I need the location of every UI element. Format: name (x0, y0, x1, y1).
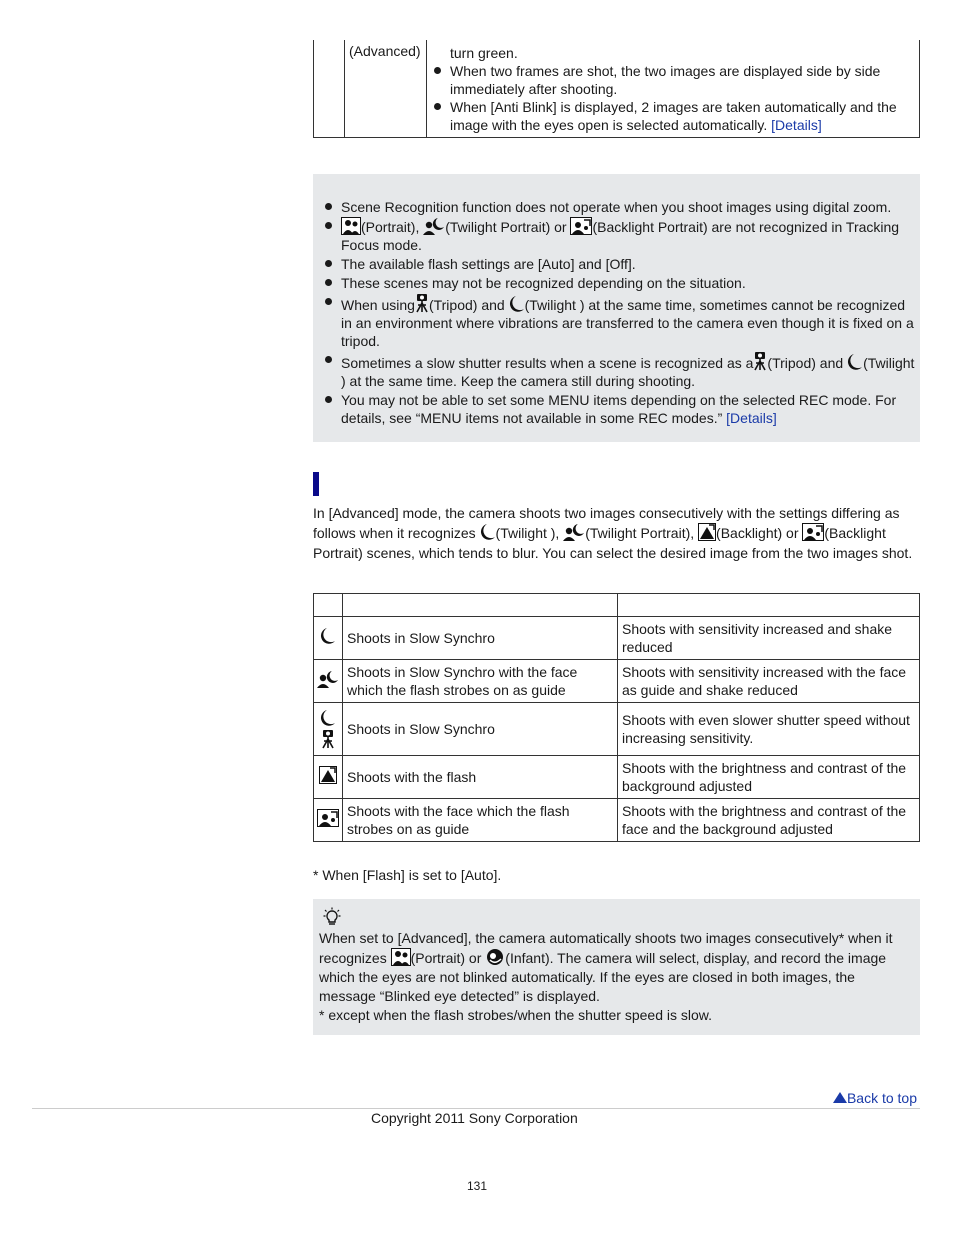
notes-box (313, 174, 920, 442)
list-item: turn green. (450, 45, 518, 61)
table-row (314, 799, 920, 842)
hint-line: * except when the flash strobes/when the shutter speed is slow. (319, 1007, 713, 1023)
advanced-shooting-table (313, 593, 920, 842)
hint-line: recognizes (Portrait) or (Infant). The camera will select, display, and record the image which the eyes are not blinked automatically. If the eyes are closed in both images, the message “Blinked eye detected” is displayed. (319, 950, 887, 1004)
note-item: These scenes may not be recognized depending on the situation. (319, 274, 916, 292)
note-item: (Portrait), (Twilight Portrait) or (Backlight Portrait) are not recognized in Tracking Focus mode. (319, 217, 916, 254)
table-row (314, 617, 920, 660)
twilight-icon (320, 709, 336, 727)
backlight-portrait-icon (317, 809, 339, 827)
table-header-cell (618, 594, 920, 617)
list-item: When two frames are shot, the two images are displayed side by side immediately after shooting. (428, 62, 913, 98)
note-item: The available flash settings are [Auto] and [Off]. (319, 255, 916, 273)
table-header-row (314, 594, 920, 617)
twilight-portrait-icon (563, 523, 585, 541)
first-image-cell: Shoots in Slow Synchro (343, 703, 618, 756)
twilight-icon (320, 627, 336, 645)
infant-icon (485, 948, 505, 966)
twilight-icon (480, 523, 496, 541)
icon-cell (314, 660, 343, 703)
icon-cell (314, 703, 343, 756)
table-row (314, 660, 920, 703)
details-link[interactable]: [Details] (726, 410, 777, 426)
first-image-cell: Shoots with the flash (343, 756, 618, 799)
first-image-cell: Shoots in Slow Synchro with the face which the flash strobes on as guide (343, 660, 618, 703)
up-triangle-icon (833, 1092, 847, 1103)
backlight-icon (698, 523, 716, 541)
note-item: You may not be able to set some MENU items depending on the selected REC mode. For details, see “MENU items not available in some REC modes.” [Details] (319, 391, 916, 427)
backlight-icon (319, 766, 337, 784)
scene-table-continuation (313, 40, 920, 138)
section-heading-marker (313, 472, 319, 496)
second-image-cell: Shoots with the brightness and contrast of the background adjusted (618, 756, 920, 799)
copyright: Copyright 2011 Sony Corporation (371, 1110, 578, 1126)
details-link[interactable]: [Details] (771, 117, 822, 133)
second-image-cell: Shoots with the brightness and contrast of the face and the background adjusted (618, 799, 920, 842)
twilight-icon (847, 353, 863, 371)
back-to-top-link[interactable]: Back to top (833, 1089, 917, 1107)
lightbulb-icon (323, 907, 341, 927)
first-image-cell: Shoots with the face which the flash strobes on as guide (343, 799, 618, 842)
hint-line: When set to [Advanced], the camera automatically shoots two images consecutively* when it (319, 930, 893, 946)
first-image-cell: Shoots in Slow Synchro (343, 617, 618, 660)
note-item: When using (Tripod) and (Twilight ) at the same time, sometimes cannot be recognized in an environment where vibrations are transferred to the camera even though it is fixed on a tripod. (319, 293, 916, 350)
icon-cell (314, 799, 343, 842)
backlight-portrait-icon (802, 523, 824, 541)
icon-cell (314, 617, 343, 660)
advanced-mode-paragraph: In [Advanced] mode, the camera shoots two images consecutively with the settings differing as follows when it recognizes (Twilight ), (Twilight Portrait), (Backlight) or (Backlight Portrait) scenes, which tends to blur. You can select the desired image from the two images shot. (313, 505, 913, 561)
note-item: Sometimes a slow shutter results when a scene is recognized as a (Tripod) and (Twilight ) at the same time. Keep the camera still during shooting. (319, 351, 916, 390)
table-header-cell (314, 594, 343, 617)
portrait-icon (341, 217, 361, 235)
twilight-portrait-icon (423, 217, 445, 235)
icon-cell (314, 40, 345, 137)
second-image-cell: Shoots with even slower shutter speed without increasing sensitivity. (618, 703, 920, 756)
note-item: Scene Recognition function does not operate when you shoot images using digital zoom. (319, 198, 916, 216)
mode-label: (Advanced) (345, 40, 427, 137)
tripod-icon (415, 293, 429, 313)
mode-description (428, 44, 913, 134)
second-image-cell: Shoots with sensitivity increased with the face as guide and shake reduced (618, 660, 920, 703)
table-header-cell (343, 594, 618, 617)
footnote: * When [Flash] is set to [Auto]. (313, 867, 502, 883)
table-row (314, 703, 920, 756)
tripod-icon (321, 729, 335, 749)
twilight-portrait-icon (317, 670, 339, 688)
page-number: 131 (466, 1179, 488, 1193)
icon-cell (314, 756, 343, 799)
backlight-portrait-icon (570, 217, 592, 235)
twilight-icon (509, 295, 525, 313)
portrait-icon (391, 948, 411, 966)
list-item: When [Anti Blink] is displayed, 2 images are taken automatically and the image with the eyes open is selected automatically. [Details] (428, 98, 913, 134)
tripod-icon (753, 351, 767, 371)
second-image-cell: Shoots with sensitivity increased and shake reduced (618, 617, 920, 660)
hint-box (313, 899, 920, 1035)
table-row (314, 756, 920, 799)
